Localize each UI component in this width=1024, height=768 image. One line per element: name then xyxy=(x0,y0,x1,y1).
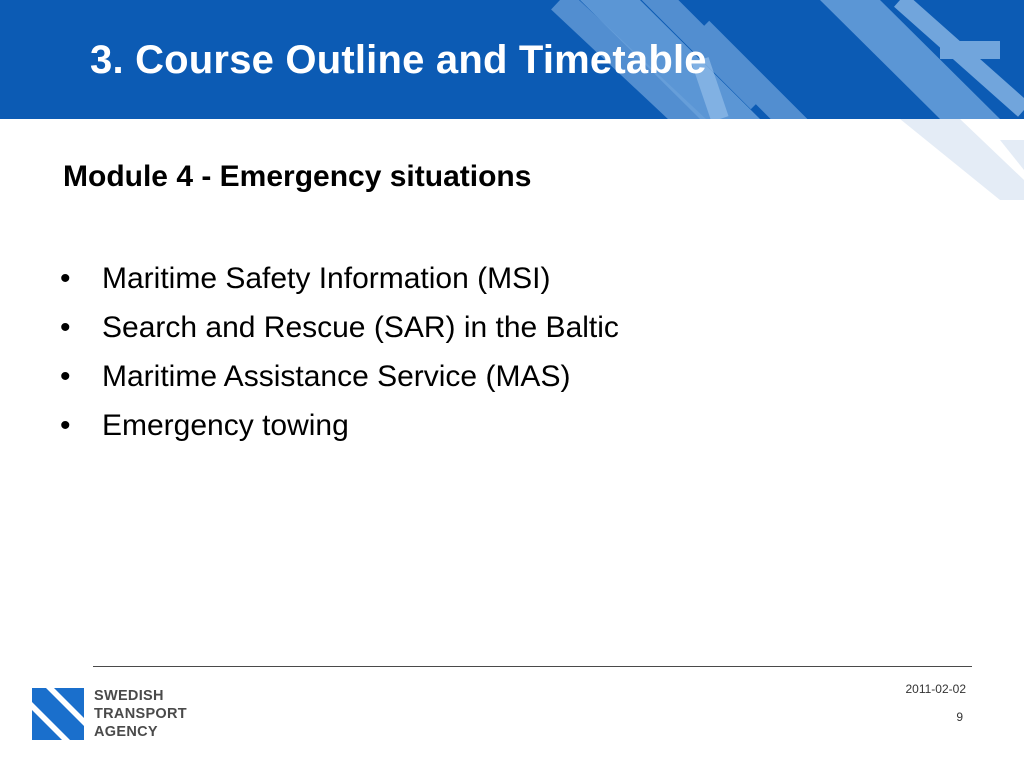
slide-title: 3. Course Outline and Timetable xyxy=(90,38,707,82)
logo-line-1: SWEDISH xyxy=(94,688,164,704)
agency-logo-text xyxy=(94,687,187,741)
logo-line-3: AGENCY xyxy=(94,724,158,740)
bullet-item xyxy=(60,401,619,450)
bullet-marker: • xyxy=(60,360,71,393)
bullet-text: Emergency towing xyxy=(102,409,349,442)
bullet-text: Maritime Safety Information (MSI) xyxy=(102,262,551,295)
footer-divider xyxy=(93,666,972,667)
bullet-text: Search and Rescue (SAR) in the Baltic xyxy=(102,311,619,344)
bullet-item xyxy=(60,254,619,303)
bullet-marker: • xyxy=(60,311,71,344)
module-heading: Module 4 - Emergency situations xyxy=(63,160,532,193)
bullet-list xyxy=(60,254,619,450)
page-number: 9 xyxy=(956,710,963,724)
logo-line-2: TRANSPORT xyxy=(94,706,187,722)
title-banner xyxy=(0,0,1024,119)
agency-logo xyxy=(32,688,192,740)
bullet-item xyxy=(60,303,619,352)
bullet-marker: • xyxy=(60,262,71,295)
bullet-marker: • xyxy=(60,409,71,442)
bullet-text: Maritime Assistance Service (MAS) xyxy=(102,360,571,393)
bullet-item xyxy=(60,352,619,401)
agency-logo-mark-icon xyxy=(32,688,84,740)
slide-date: 2011-02-02 xyxy=(905,682,966,696)
